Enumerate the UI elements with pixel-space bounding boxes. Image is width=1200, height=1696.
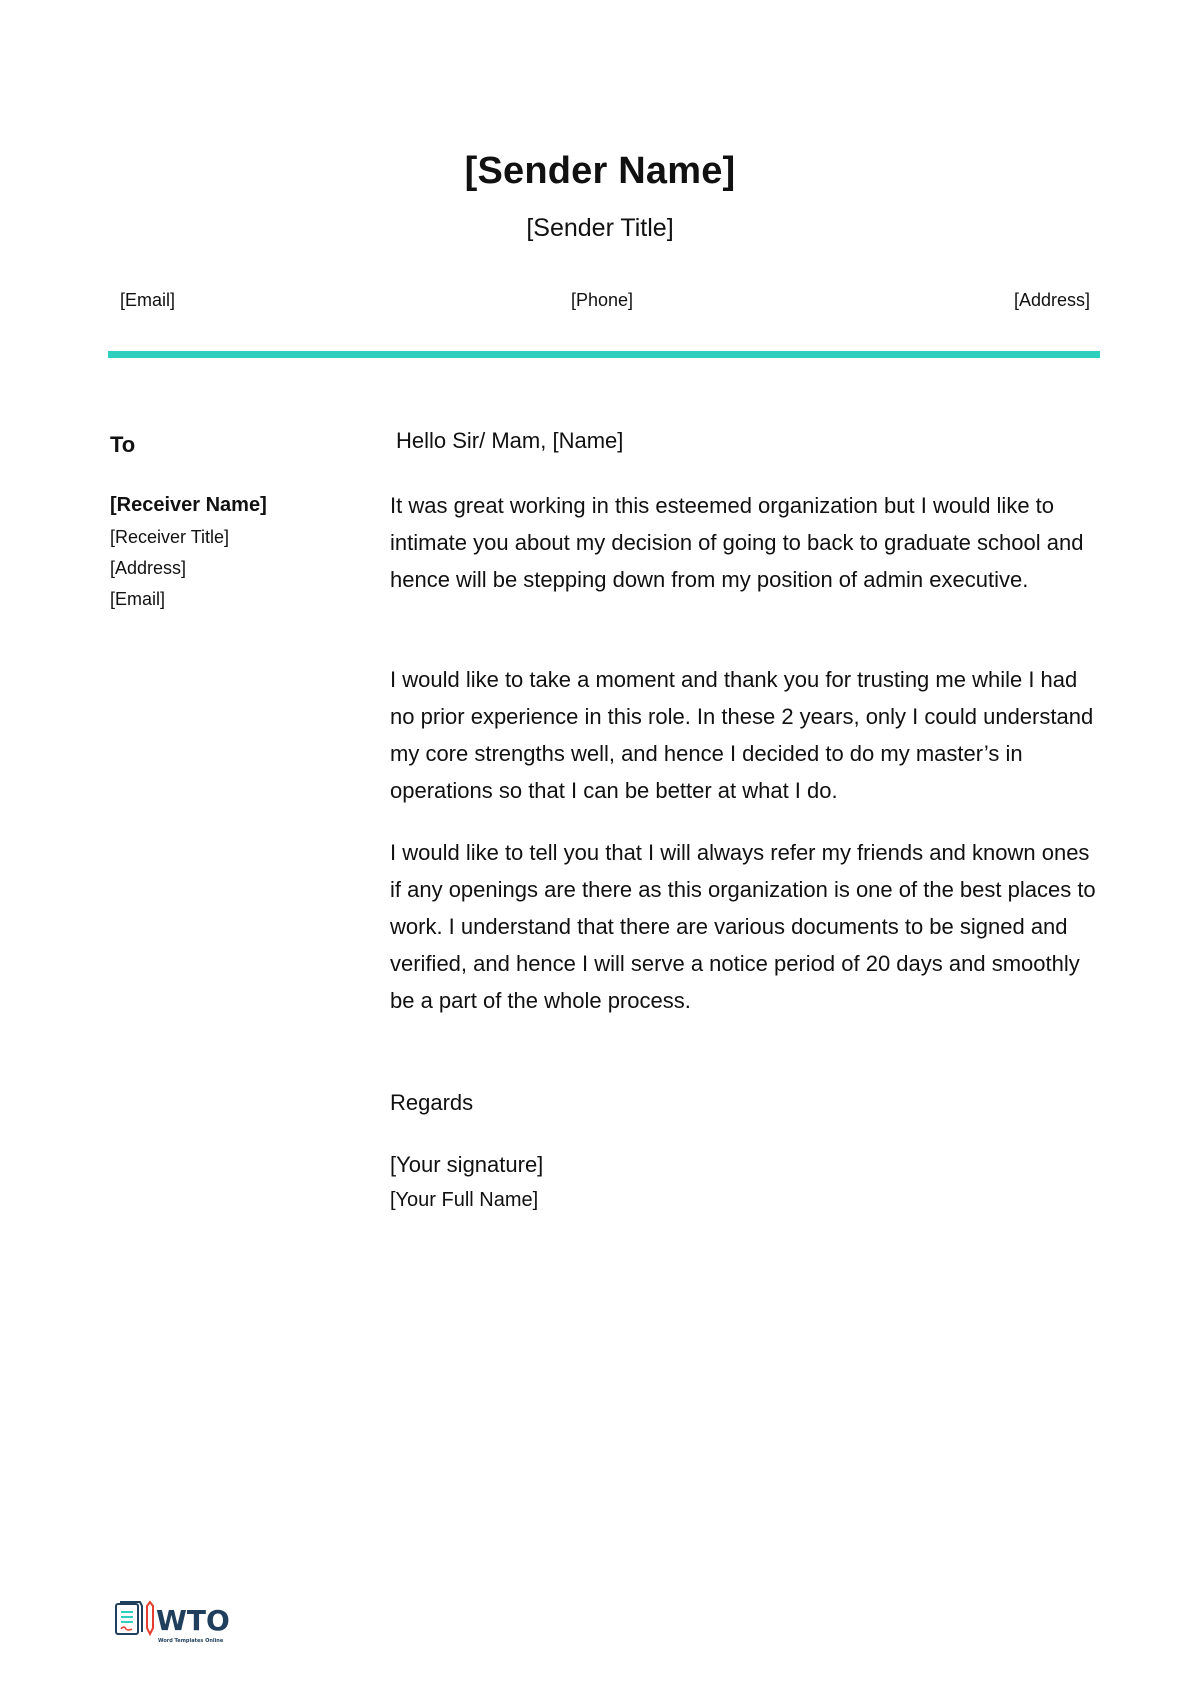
greeting: Hello Sir/ Mam, [Name] [396, 428, 624, 453]
sender-title: [Sender Title] [526, 214, 674, 242]
closing: Regards [390, 1090, 474, 1115]
to-label: To [110, 432, 136, 457]
sender-address: [Address] [1013, 290, 1090, 310]
signature-placeholder: [Your signature] [390, 1152, 544, 1177]
sender-name: [Sender Name] [464, 150, 736, 192]
sender-phone: [Phone] [570, 290, 634, 310]
full-name: [Your Full Name] [390, 1189, 539, 1211]
header-divider [108, 351, 1100, 358]
logo-text: WTO [156, 1604, 230, 1637]
sender-email: [Email] [120, 290, 176, 310]
wto-logo [112, 1598, 242, 1646]
receiver-email: [Email] [110, 589, 166, 609]
letter-paragraph: It was great working in this esteemed organization but I would like to intimate you about my decision of going to back to graduate school and hence will be stepping down from my position of admin executive. [390, 493, 1084, 592]
receiver-name: [Receiver Name] [110, 494, 267, 516]
document-pen-icon [116, 1602, 153, 1634]
receiver-title: [Receiver Title] [110, 527, 230, 547]
letter-paragraph: I would like to tell you that I will always refer my friends and known ones if any openings are there as this organization is one of the best places to work. I understand that there are various documents to be signed and verified, and hence I will serve a notice period of 20 days and smoothly be a part of the whole process. [390, 840, 1096, 1013]
receiver-address: [Address] [110, 558, 187, 578]
letter-paragraph: I would like to take a moment and thank you for trusting me while I had no prior experience in this role. In these 2 years, only I could understand my core strengths well, and hence I decided to do my master’s in operations so that I can be better at what I do. [390, 667, 1094, 803]
logo-subtext: Word Templates Online [158, 1638, 224, 1644]
